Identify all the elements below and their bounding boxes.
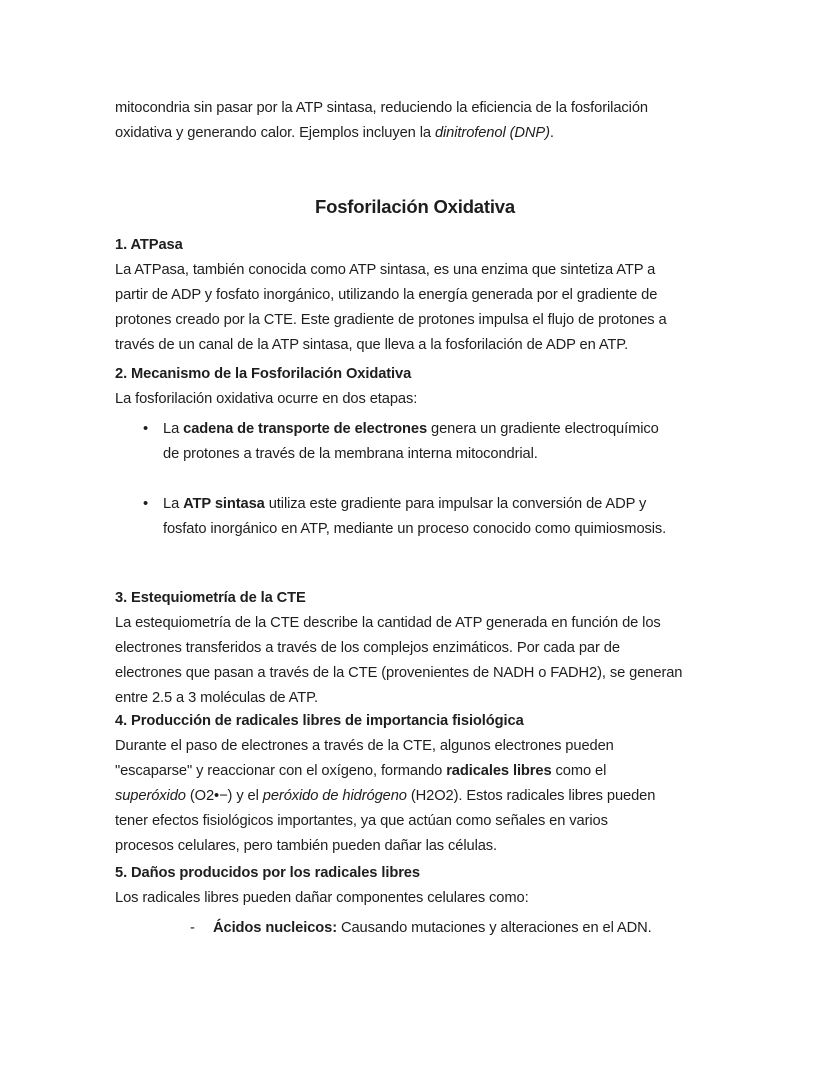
text-line: electrones transferidos a través de los complejos enzimáticos. Por cada par de	[115, 640, 620, 656]
text-line	[115, 759, 715, 784]
text-line	[163, 492, 715, 517]
text-segment: Causando mutaciones y alteraciones en el ADN.	[337, 920, 652, 936]
continuation-paragraph	[115, 96, 715, 146]
text-segment: "escaparse" y reaccionar con el oxígeno, formando	[115, 763, 447, 779]
text-segment: (H2O2). Estos radicales libres pueden	[406, 788, 656, 804]
text-line: electrones que pasan a través de la CTE (provenientes de NADH o FADH2), se generan	[115, 665, 683, 681]
bold-term: Ácidos nucleicos:	[213, 920, 337, 936]
text-segment: .	[549, 125, 554, 141]
dash-item	[115, 916, 715, 941]
bullet-marker: •	[143, 421, 149, 437]
section-1-body	[115, 258, 715, 358]
bullet-item-text	[163, 417, 715, 467]
text-segment: como el	[551, 763, 607, 779]
bullet-item-1	[115, 417, 715, 467]
text-line: protones creado por la CTE. Este gradiente de protones impulsa el flujo de protones a	[115, 312, 667, 328]
section-4-heading: 4. Producción de radicales libres de importancia fisiológica	[115, 713, 524, 729]
text-line: tener efectos fisiológicos importantes, ya que actúan como señales en varios	[115, 813, 608, 829]
bullet-item-text	[163, 492, 715, 542]
text-line: Durante el paso de electrones a través de la CTE, algunos electrones pueden	[115, 738, 614, 754]
text-line	[115, 784, 715, 809]
document-title: Fosforilación Oxidativa	[315, 196, 515, 217]
text-segment: utiliza este gradiente para impulsar la conversión de ADP y	[264, 496, 647, 512]
italic-term: superóxido	[115, 788, 186, 804]
italic-term: peróxido de hidrógeno	[262, 788, 407, 804]
text-line: de protones a través de la membrana interna mitocondrial.	[163, 446, 538, 462]
bold-term: radicales libres	[446, 763, 552, 779]
text-line: La ATPasa, también conocida como ATP sintasa, es una enzima que sintetiza ATP a	[115, 262, 656, 278]
text-line	[163, 417, 715, 442]
bullet-item-2	[115, 492, 715, 542]
bold-term: cadena de transporte de electrones	[183, 421, 428, 437]
bullet-marker: •	[143, 496, 149, 512]
section-1-heading: 1. ATPasa	[115, 237, 183, 253]
section-3-heading: 3. Estequiometría de la CTE	[115, 590, 306, 606]
text-line: fosfato inorgánico en ATP, mediante un proceso conocido como quimiosmosis.	[163, 521, 667, 537]
text-segment: oxidativa y generando calor. Ejemplos incluyen la	[115, 125, 435, 141]
dash-marker: -	[190, 920, 195, 936]
section-5-heading: 5. Daños producidos por los radicales libres	[115, 865, 420, 881]
text-line: través de un canal de la ATP sintasa, que lleva a la fosforilación de ADP en ATP.	[115, 337, 629, 353]
section-4-body	[115, 734, 715, 859]
text-line	[115, 121, 715, 146]
text-segment: genera un gradiente electroquímico	[427, 421, 659, 437]
document-content	[115, 96, 715, 941]
section-2-heading: 2. Mecanismo de la Fosforilación Oxidativa	[115, 366, 412, 382]
section-2-lead: La fosforilación oxidativa ocurre en dos etapas:	[115, 391, 418, 407]
text-line: procesos celulares, pero también pueden dañar las células.	[115, 838, 498, 854]
text-line: partir de ADP y fosfato inorgánico, utilizando la energía generada por el gradiente de	[115, 287, 658, 303]
bold-term: ATP sintasa	[183, 496, 265, 512]
text-segment: La	[163, 421, 184, 437]
dash-item-text	[213, 916, 715, 941]
italic-term: dinitrofenol (DNP)	[434, 125, 550, 141]
text-line: mitocondria sin pasar por la ATP sintasa, reduciendo la eficiencia de la fosforilación	[115, 100, 648, 116]
text-line: entre 2.5 a 3 moléculas de ATP.	[115, 690, 318, 706]
text-line: La estequiometría de la CTE describe la cantidad de ATP generada en función de los	[115, 615, 661, 631]
text-segment: (O2•−) y el	[185, 788, 263, 804]
section-3-body	[115, 611, 715, 711]
section-5-lead: Los radicales libres pueden dañar componentes celulares como:	[115, 890, 529, 906]
text-segment: La	[163, 496, 184, 512]
